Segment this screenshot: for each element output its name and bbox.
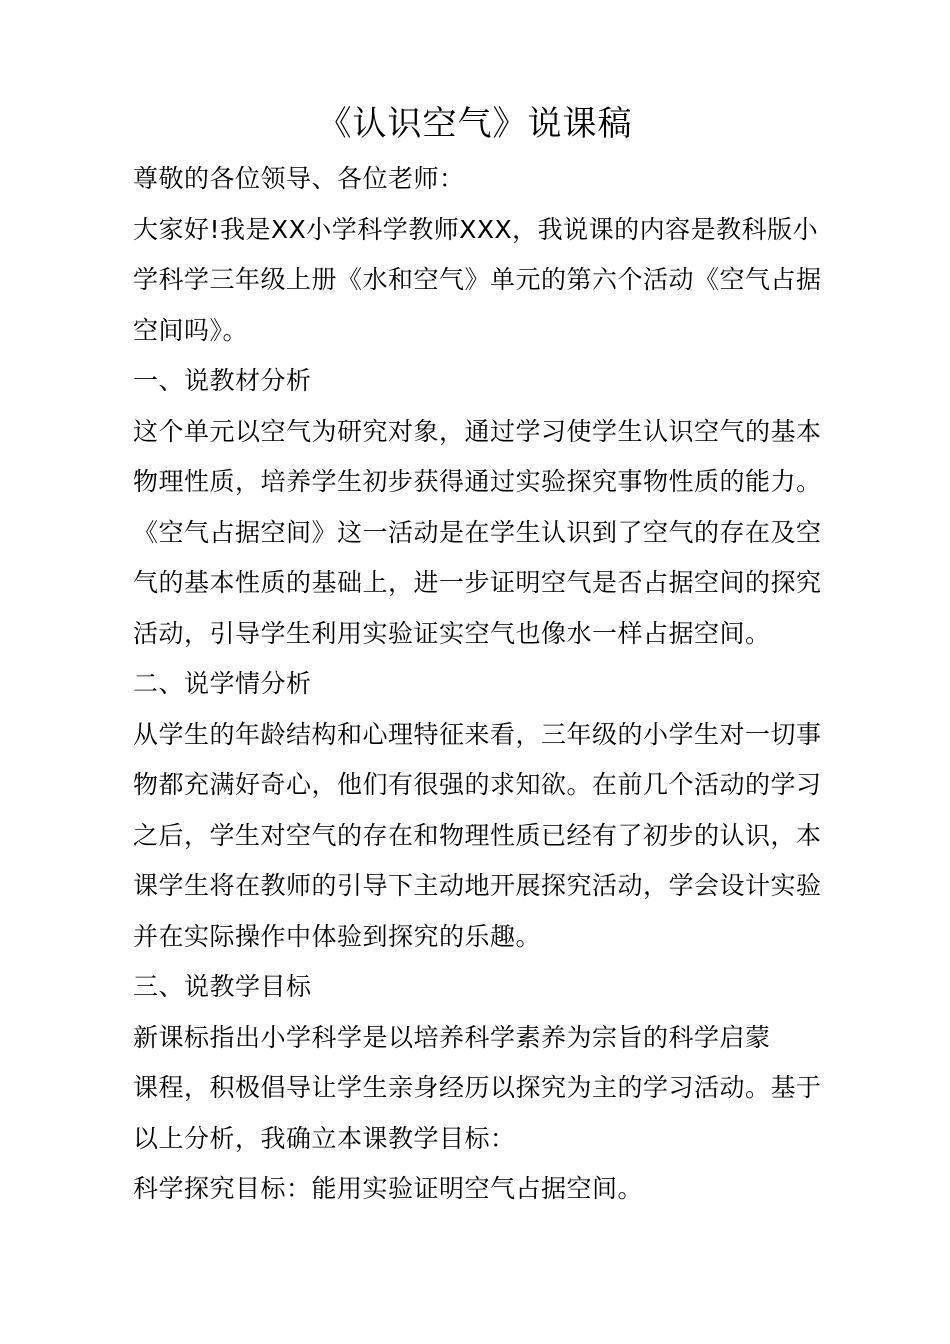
paragraph-line: 活动，引导学生利用实验证实空气也像水一样占据空间。 — [133, 618, 771, 648]
paragraph-line: 课程，积极倡导让学生亲身经历以探究为主的学习活动。基于 — [133, 1073, 822, 1102]
paragraph-line: 物都充满好奇心，他们有很强的求知欲。在前几个活动的学习 — [133, 770, 822, 799]
paragraph-line: 课学生将在教师的引导下主动地开展探究活动，学会设计实验 — [133, 871, 822, 900]
page-title: 《认识空气》说课稿 — [317, 104, 633, 144]
paragraph-line: 从学生的年龄结构和心理特征来看，三年级的小学生对一切事 — [133, 719, 822, 749]
paragraph-line: 学科学三年级上册《水和空气》单元的第六个活动《空气占据 — [133, 265, 822, 294]
section-heading: 二、说学情分析 — [133, 669, 312, 698]
paragraph-line: 并在实际操作中体验到探究的乐趣。 — [133, 921, 542, 951]
paragraph-line: 这个单元以空气为研究对象，通过学习使学生认识空气的基本 — [133, 416, 822, 446]
section-heading: 一、说教材分析 — [133, 366, 312, 395]
paragraph-line: 《空气占据空间》这一活动是在学生认识到了空气的存在及空 — [133, 517, 822, 547]
paragraph-line: 科学探究目标：能用实验证明空气占据空间。 — [133, 1174, 644, 1203]
document-body — [133, 154, 833, 1215]
paragraph-line: 物理性质，培养学生初步获得通过实验探究事物性质的能力。 — [133, 467, 822, 496]
section-heading: 三、说教学目标 — [133, 972, 312, 1001]
paragraph-line: 大家好!我是XX小学科学教师XXX，我说课的内容是教科版小 — [133, 214, 819, 244]
paragraph-line: 新课标指出小学科学是以培养科学素养为宗旨的科学启蒙 — [133, 1022, 771, 1052]
paragraph-line: 之后，学生对空气的存在和物理性质已经有了初步的认识，本 — [133, 820, 822, 850]
paragraph-line: 以上分析，我确立本课教学目标： — [133, 1123, 516, 1153]
salutation: 尊敬的各位领导、各位老师： — [133, 164, 465, 193]
paragraph-line: 气的基本性质的基础上，进一步证明空气是否占据空间的探究 — [133, 568, 822, 597]
paragraph-line: 空间吗》。 — [133, 315, 249, 345]
